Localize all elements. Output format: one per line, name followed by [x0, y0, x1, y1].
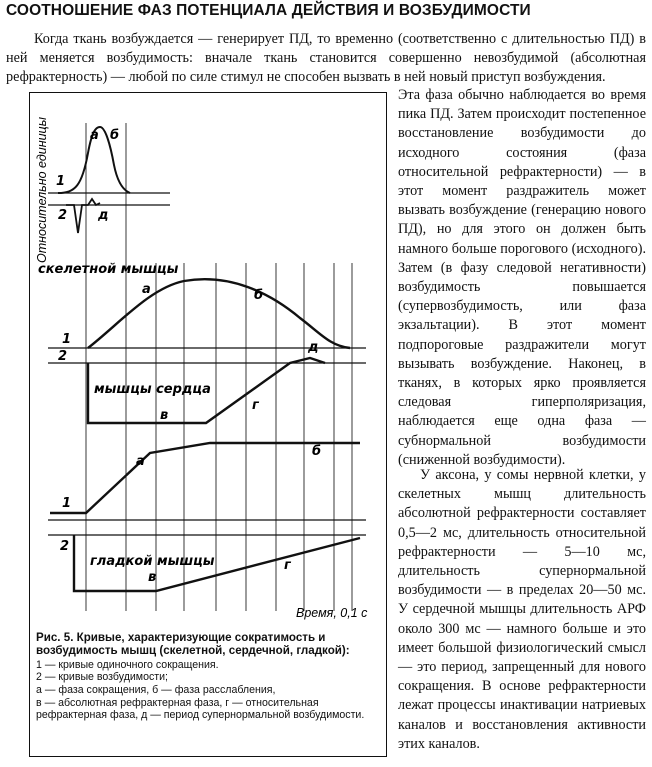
- right-column-paragraph-2: У аксона, у сомы нервной клетки, у скелетных мышц длительность абсолютной рефрактерности составляет 0,5—2 мс, длительность относительной рефрактерности — 5—10 мс, длительность супернормальной возбудимости — в пределах 20—50 мс. У сердечной мышцы длительность АРФ около 300 мс — намного больше и это имеет большой физиологический смысл — это период, запрещенный для нового сокращения. В основе рефрактерности лежат процессы инактивации натриевых каналов и восстановления активности этих каналов.: [398, 467, 646, 752]
- label-2-top: 2: [58, 208, 68, 223]
- baselines: [48, 193, 366, 535]
- label-a-cardiac: а: [136, 454, 145, 469]
- skeletal-contraction-curve: [88, 279, 350, 348]
- caption-title: Рис. 5. Кривые, характеризующие сократимость и возбудимость мышц (скелетной, сердечной, гладкой):: [36, 631, 350, 658]
- label-a-top: а: [90, 128, 99, 143]
- label-v-smooth: в: [148, 570, 157, 585]
- label-a-skeletal: а: [142, 282, 151, 297]
- y-axis-label: Относительно единицы: [35, 117, 49, 263]
- right-column-paragraph-1: Эта фаза обычно наблюдается во время пика ПД. Затем происходит постепенное восстановление возбудимости до исходного состояния (фаза относительной рефрактерности) — в этот момент раздражитель может вызвать возбуждение (генерацию нового ПД), но для этого он должен быть намного больше порогового (исходного). Затем (в фазу следовой негативности) возбудимость повышается (супервозбудимость, или фаза экзальтации). В этот момент подпороговые раздражители могут вызывать возбуждение. Наконец, в тканях, в которых ярко проявляется следовая гиперполяризация, наблюдается еще одна фаза — субнормальной возбудимости (сниженной возбудимости).: [398, 87, 646, 468]
- label-skeletal: скелетной мышцы: [38, 262, 179, 277]
- label-2-smooth: 2: [60, 539, 70, 554]
- label-b-top: б: [110, 128, 120, 143]
- label-d-cardiac: д: [308, 340, 319, 355]
- intro-paragraph: Когда ткань возбуждается — генерирует ПД, то временно (соответственно с длительностью ПД) в ней меняется возбудимость: вначале ткань становится совершенно невозбудимой (абсолютная рефрактерность) — любой по силе стимул не способен вызвать в ней новый приступ возбуждения.: [6, 31, 646, 85]
- page-title: СООТНОШЕНИЕ ФАЗ ПОТЕНЦИАЛА ДЕЙСТВИЯ И ВОЗБУДИМОСТИ: [6, 2, 531, 19]
- label-g-smooth: г: [284, 558, 291, 573]
- label-1-top: 1: [56, 174, 66, 189]
- label-v-cardiac: в: [160, 408, 169, 423]
- label-smooth: гладкой мышцы: [90, 554, 215, 569]
- label-b-skeletal: б: [254, 288, 264, 303]
- label-b-cardiac: б: [312, 444, 322, 459]
- label-1-cardiac: 1: [62, 496, 72, 511]
- caption-line: 2 — кривые возбудимости;: [36, 671, 168, 684]
- label-2-skeletal: 2: [58, 349, 68, 364]
- caption-line: а — фаза сокращения, б — фаза расслабления,: [36, 684, 276, 696]
- top-excitability-curve: [66, 199, 100, 233]
- label-g-cardiac: г: [252, 398, 259, 413]
- caption-line: в — абсолютная рефрактерная фаза, г — относительная рефрактерная фаза, д — период супернормальной возбудимости.: [36, 696, 365, 722]
- caption-line: 1 — кривые одиночного сокращения.: [36, 658, 219, 671]
- figure-caption: [36, 631, 381, 722]
- label-d-top: д: [98, 208, 109, 223]
- label-1-skeletal: 1: [62, 332, 72, 347]
- grid-lines: [86, 123, 352, 611]
- x-axis-label: Время, 0,1 с: [296, 606, 368, 620]
- label-cardiac: мышцы сердца: [94, 382, 211, 397]
- figure-5: [29, 92, 387, 757]
